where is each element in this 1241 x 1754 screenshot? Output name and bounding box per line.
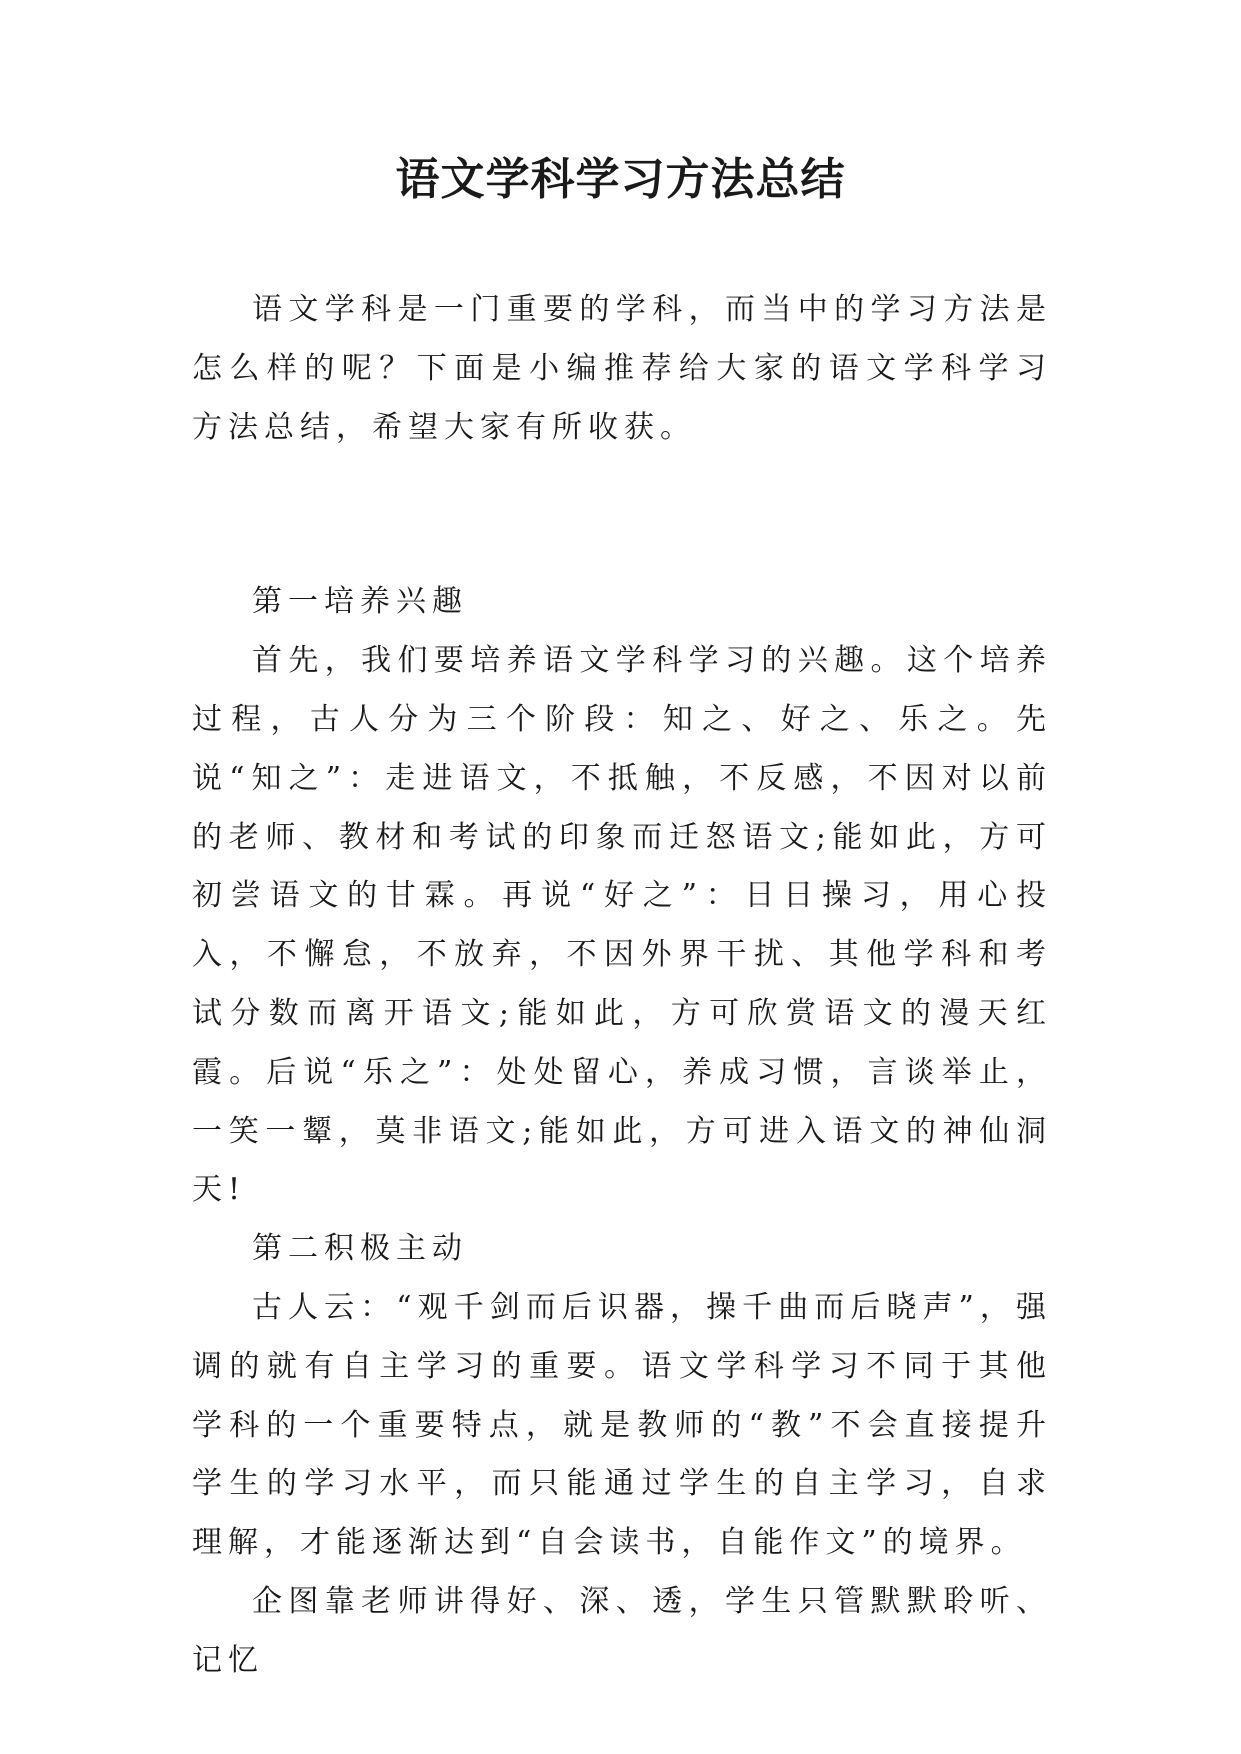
section-spacer xyxy=(192,457,1052,573)
section-heading-interest: 第一培养兴趣 xyxy=(252,584,468,620)
intro-paragraph: 语文学科是一门重要的学科，而当中的学习方法是怎么样的呢？下面是小编推荐给大家的语文学科学习方法总结，希望大家有所收获。 xyxy=(192,292,1052,445)
section-heading-initiative: 第二积极主动 xyxy=(252,1231,468,1267)
paragraph-teacher: 企图靠老师讲得好、深、透，学生只管默默聆听、记忆 xyxy=(192,1583,1052,1678)
paragraph-initiative: 古人云：“观千剑而后识器，操千曲而后晓声”，强调的就有自主学习的重要。语文学科学习不同于其他学科的一个重要特点，就是教师的“教”不会直接提升学生的学习水平，而只能通过学生的自主学习，自求理解，才能逐渐达到“自会读书，自能作文”的境界。 xyxy=(192,1289,1052,1561)
page-title: 语文学科学习方法总结 xyxy=(395,154,846,205)
paragraph-interest: 首先，我们要培养语文学科学习的兴趣。这个培养过程，古人分为三个阶段：知之、好之、乐之。先说“知之”：走进语文，不抵触，不反感，不因对以前的老师、教材和考试的印象而迁怒语文;能如此，方可初尝语文的甘霖。再说“好之”：日日操习，用心投入，不懈怠，不放弃，不因外界干扰、其他学科和考试分数而离开语文;能如此，方可欣赏语文的漫天红霞。后说“乐之”：处处留心，养成习惯，言谈举止，一笑一颦，莫非语文;能如此，方可进入语文的神仙洞天! xyxy=(192,643,1052,1208)
document-body xyxy=(192,281,1052,1691)
